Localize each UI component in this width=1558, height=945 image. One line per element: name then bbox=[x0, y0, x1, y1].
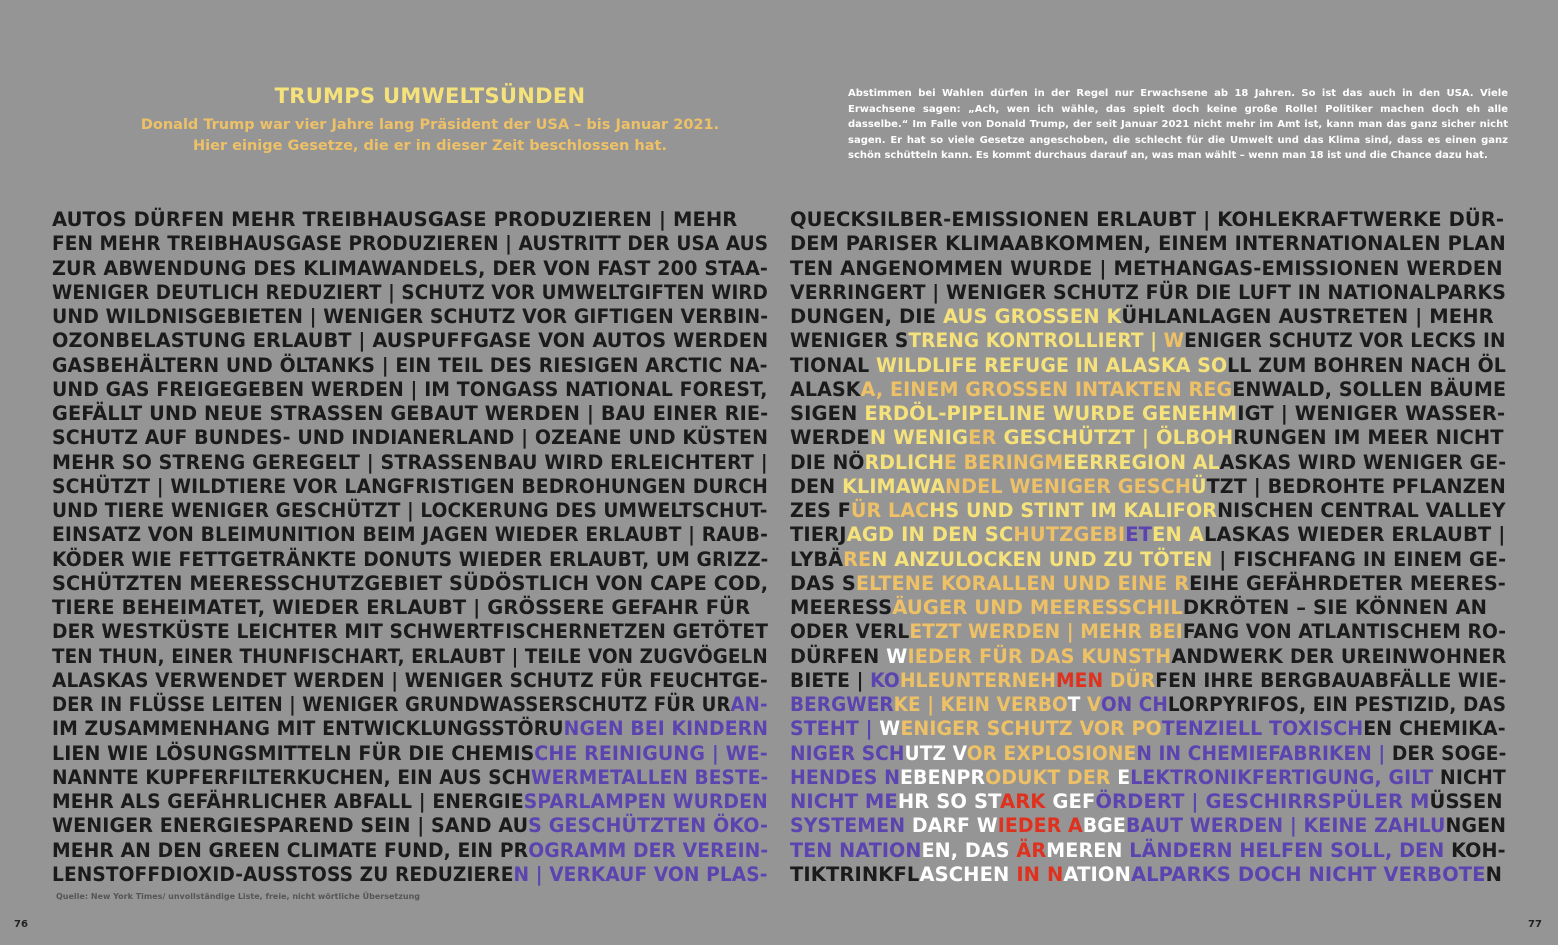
text-segment: T bbox=[1067, 693, 1081, 716]
text-line bbox=[790, 474, 1506, 499]
text-segment: GEF bbox=[1045, 790, 1096, 813]
text-segment: BAUT WERDEN | KEINE ZAHLU bbox=[1125, 814, 1446, 838]
text-segment: BERGWER bbox=[790, 693, 894, 716]
text-segment: FANG VON ATLANTISCHEM RO- bbox=[1182, 620, 1507, 644]
text-line bbox=[790, 426, 1506, 450]
text-segment: DIE NÖ bbox=[790, 450, 865, 474]
text-line bbox=[790, 305, 1506, 329]
text-line bbox=[52, 450, 768, 475]
text-segment: OR EXPLOSIONE bbox=[966, 741, 1137, 765]
text-segment: NISCHEN CENTRAL VALLEY bbox=[1217, 499, 1506, 522]
text-segment: ASKAS WIRD WENIGER GE- bbox=[1219, 450, 1507, 474]
text-segment: LENSTOFFDIOXID-AUSSTOSS ZU REDUZIERE bbox=[52, 862, 514, 886]
subline-line-1: Donald Trump war vier Jahre lang Präsident der USA – bis Januar 2021. bbox=[140, 117, 720, 133]
text-segment: NICHT bbox=[1433, 765, 1506, 789]
text-segment: EINSATZ VON BLEIMUNITION BEIM JAGEN WIEDER ERLAUBT | RAUB- bbox=[52, 523, 768, 547]
text-segment: SCHÜTZT | WILDTIERE VOR LANGFRISTIGEN BEDROHUNGEN DURCH bbox=[52, 474, 768, 498]
text-segment: IEDER FÜR DAS KUNSTH bbox=[907, 644, 1172, 668]
text-segment: ÄR bbox=[1016, 838, 1047, 862]
text-segment: TEN ANGENOMMEN WURDE | METHANGAS-EMISSIONEN WERDEN bbox=[790, 256, 1503, 280]
text-segment: HLEUNTERNEH bbox=[899, 668, 1056, 692]
text-segment: IGT | WENIGER WASSER- bbox=[1237, 402, 1506, 425]
text-segment: E bbox=[1117, 765, 1131, 789]
text-segment: KLIMAWA bbox=[842, 474, 946, 498]
text-segment: ON CH bbox=[1100, 693, 1168, 716]
left-text-column bbox=[52, 208, 768, 887]
text-segment: UND GAS FREIGEGEBEN WERDEN | IM TONGASS NATIONAL FOREST, bbox=[52, 377, 768, 401]
text-segment: BGE bbox=[1082, 814, 1126, 838]
text-segment: SYSTEMEN bbox=[790, 814, 912, 838]
text-segment: W bbox=[879, 717, 901, 741]
text-segment: GASBEHÄLTERN UND ÖLTANKS | EIN TEIL DES RIESIGEN ARCTIC NA- bbox=[52, 353, 768, 377]
text-segment: TEN NATION bbox=[790, 838, 922, 862]
text-line bbox=[790, 765, 1506, 790]
text-line bbox=[790, 571, 1506, 596]
text-line bbox=[52, 474, 768, 499]
text-line bbox=[790, 717, 1506, 741]
text-line bbox=[790, 377, 1507, 402]
text-segment: E BERINGM bbox=[944, 450, 1064, 474]
text-segment: DUNGEN, DIE bbox=[790, 305, 943, 328]
text-segment: ET bbox=[1125, 523, 1153, 547]
text-line bbox=[52, 426, 769, 450]
text-segment: EBENPR bbox=[900, 765, 986, 789]
text-segment: A, EINEM GROSSEN INTAKTEN REG bbox=[860, 377, 1233, 401]
text-segment: WENIGER S bbox=[790, 329, 909, 353]
text-segment: NIGER SCH bbox=[790, 741, 905, 765]
text-line bbox=[52, 644, 768, 669]
source-note: Quelle: New York Times/ unvollständige Liste, freie, nicht wörtliche Übersetzung bbox=[56, 892, 420, 901]
intro-paragraph: Abstimmen bei Wahlen dürfen in der Regel nur Erwachsene ab 18 Jahren. So ist das auch in den USA. Viele Erwachsene sagen: „Ach, wen ich wähle, das spielt doch keine große Rolle! Politiker machen doch eh alle dasselbe.“ Im Falle von Donald Trump, der seit Januar 2021 nicht mehr im Amt ist, kann man das ganz sicher nicht sagen. Er hat so viele Gesetze angeschoben, die schlecht für die Umwelt und das Klima sind, dass es einen ganz schön schütteln kann. Es kommt durchaus darauf an, was man wählt – wenn man 18 ist und die Chance dazu hat. bbox=[848, 88, 1508, 161]
text-line bbox=[52, 571, 769, 596]
text-line bbox=[790, 814, 1507, 838]
text-segment: AGD IN DEN SC bbox=[846, 523, 1014, 547]
text-segment: ODER VERL bbox=[790, 620, 910, 644]
text-line bbox=[790, 450, 1507, 475]
text-segment: DER IN FLÜSSE LEITEN | WENIGER GRUNDWASSERSCHUTZ FÜR UR bbox=[52, 693, 731, 716]
text-segment: HENDES N bbox=[790, 765, 901, 789]
text-segment: WILDLIFE REFUGE IN ALASKA SO bbox=[875, 353, 1228, 377]
text-line bbox=[52, 741, 768, 766]
text-line bbox=[790, 596, 1506, 620]
text-segment: WENIGER DEUTLICH REDUZIERT | SCHUTZ VOR UMWELTGIFTEN WIRD bbox=[52, 280, 768, 304]
text-segment: GESCHÜTZT | ÖLBOH bbox=[1003, 426, 1234, 450]
text-segment: ÜHLANLAGEN AUSTRETEN | MEHR bbox=[1121, 305, 1494, 328]
text-segment: N bbox=[1485, 862, 1503, 886]
right-text-column bbox=[790, 208, 1506, 887]
text-segment: MEHR ALS GEFÄHRLICHER ABFALL | ENERGIE bbox=[52, 790, 524, 813]
text-segment: KÖDER WIE FETTGETRÄNKTE DONUTS WIEDER ERLAUBT, UM GRIZZ- bbox=[52, 547, 769, 571]
text-segment: LEKTRONIKFERTIGUNG, GILT bbox=[1130, 765, 1434, 789]
text-segment: W bbox=[1163, 329, 1185, 353]
text-segment: SPARLAMPEN WURDEN bbox=[523, 790, 768, 813]
page-number-right: 77 bbox=[1528, 919, 1542, 930]
text-line bbox=[790, 402, 1506, 426]
text-segment: DARF W bbox=[911, 814, 998, 838]
subline bbox=[100, 115, 760, 157]
text-line bbox=[52, 790, 768, 814]
text-segment: MEERESS bbox=[790, 596, 893, 619]
text-line bbox=[790, 329, 1506, 353]
text-segment: NGEN bbox=[1445, 814, 1507, 838]
text-segment: N IN CHEMIEFABRIKEN | bbox=[1136, 741, 1392, 765]
text-line bbox=[52, 814, 768, 838]
text-segment: ZUR ABWENDUNG DES KLIMAWANDELS, DER VON FAST 200 STAA- bbox=[52, 256, 768, 280]
text-segment: MEHR SO STRENG GEREGELT | STRASSENBAU WIRD ERLEICHTERT | bbox=[52, 450, 768, 474]
text-line bbox=[52, 208, 768, 232]
subline-line-2: Hier einige Gesetze, die er in dieser Zeit beschlossen hat. bbox=[193, 138, 667, 154]
text-segment: SCHÜTZTEN MEERESSCHUTZGEBIET SÜDÖSTLICH VON CAPE COD, bbox=[52, 571, 769, 595]
text-line bbox=[790, 208, 1506, 232]
text-line bbox=[790, 741, 1507, 766]
text-segment: TIERJ bbox=[790, 523, 847, 547]
text-segment: MEHR AN DEN GREEN CLIMATE FUND, EIN PR bbox=[52, 838, 529, 862]
text-line bbox=[52, 668, 768, 693]
text-segment: DEN bbox=[790, 474, 843, 498]
text-line bbox=[52, 620, 769, 644]
text-line bbox=[52, 402, 769, 426]
text-segment: KOH- bbox=[1444, 838, 1506, 862]
text-line bbox=[790, 523, 1506, 547]
text-segment: NDEL WENIGER GESCH bbox=[945, 474, 1191, 498]
text-segment: MEN bbox=[1055, 668, 1104, 692]
text-segment: RE bbox=[843, 547, 872, 571]
text-segment: DER SOGE- bbox=[1391, 741, 1507, 765]
text-segment: ALASKAS VERWENDET WERDEN | WENIGER SCHUTZ FÜR FEUCHTGE- bbox=[52, 668, 768, 692]
text-line bbox=[790, 838, 1506, 863]
text-segment: ENIGER SCHUTZ VOR PO bbox=[900, 717, 1162, 741]
text-segment: AN- bbox=[730, 693, 768, 716]
text-segment: RDLICH bbox=[864, 450, 945, 474]
text-segment: KE | KEIN VERBO bbox=[893, 693, 1068, 716]
text-segment: ÜSSEN bbox=[1429, 790, 1503, 813]
text-segment: DÜR bbox=[1103, 668, 1156, 692]
text-segment: ÜR LAC bbox=[850, 499, 930, 522]
text-segment: OZONBELASTUNG ERLAUBT | AUSPUFFGASE VON AUTOS WERDEN bbox=[52, 329, 769, 353]
text-line bbox=[52, 499, 768, 523]
text-segment: ÄUGER UND MEERESSCHIL bbox=[892, 596, 1183, 619]
text-line bbox=[790, 863, 1506, 887]
text-segment: ALASK bbox=[790, 377, 861, 401]
text-line bbox=[52, 547, 769, 572]
text-segment: LORPYRIFOS, EIN PESTIZID, DAS bbox=[1167, 693, 1507, 716]
text-line bbox=[52, 693, 768, 717]
text-line bbox=[790, 232, 1506, 256]
text-segment: ALPARKS DOCH NICHT VERBOTE bbox=[1130, 862, 1486, 886]
text-line bbox=[790, 280, 1506, 305]
text-segment: TRENG KONTROLLIERT | bbox=[908, 329, 1164, 353]
text-line bbox=[52, 353, 768, 378]
text-segment: TEN THUN, EINER THUNFISCHART, ERLAUBT | TEILE VON ZUGVÖGELN bbox=[52, 644, 768, 668]
text-segment: EIHE GEFÄHRDETER MEERES- bbox=[1189, 571, 1506, 595]
text-segment: NGEN BEI KINDERN bbox=[563, 717, 769, 741]
text-line bbox=[52, 523, 768, 547]
text-line bbox=[790, 693, 1507, 717]
text-segment: DEM PARISER KLIMAABKOMMEN, EINEM INTERNATIONALEN PLAN bbox=[790, 232, 1506, 256]
text-segment: GEFÄLLT UND NEUE STRASSEN GEBAUT WERDEN | BAU EINER RIE- bbox=[52, 402, 769, 425]
text-segment: ÖRDERT | GESCHIRRSPÜLER M bbox=[1095, 790, 1430, 813]
text-segment: OGRAMM DER VEREIN- bbox=[528, 838, 769, 862]
text-segment: LL ZUM BOHREN NACH ÖL bbox=[1227, 353, 1506, 377]
text-segment: Ü bbox=[1190, 474, 1207, 498]
text-segment: FEN IHRE BERGBAUABFÄLLE WIE- bbox=[1155, 668, 1507, 692]
text-segment: ENWALD, SOLLEN BÄUME bbox=[1232, 377, 1507, 401]
text-segment: BIETE | bbox=[790, 668, 871, 692]
text-segment: ASCHEN bbox=[919, 862, 1017, 886]
text-segment: STEHT | bbox=[790, 717, 880, 741]
text-segment: ER bbox=[968, 426, 1004, 450]
text-segment: EN CHEMIKA- bbox=[1363, 717, 1506, 741]
text-line bbox=[52, 838, 769, 863]
text-segment: DAS S bbox=[790, 571, 856, 595]
text-segment: WERMETALLEN BESTE- bbox=[531, 765, 769, 789]
text-segment: IEDER A bbox=[997, 814, 1083, 838]
text-segment: UTZ V bbox=[904, 741, 967, 765]
text-segment: ELTENE KORALLEN UND EINE R bbox=[855, 571, 1190, 595]
text-line bbox=[52, 765, 769, 790]
text-segment: UND TIERE WENIGER GESCHÜTZT | LOCKERUNG DES UMWELTSCHUT- bbox=[52, 499, 768, 522]
text-segment: WENIGER ENERGIESPAREND SEIN | SAND AU bbox=[52, 814, 529, 838]
text-line bbox=[790, 257, 1506, 281]
text-segment: LÄNDERN HELFEN SOLL, DEN bbox=[1129, 838, 1445, 862]
text-segment: ATION bbox=[1063, 862, 1131, 886]
text-line bbox=[790, 547, 1507, 572]
text-segment: LASKAS WIEDER ERLAUBT | bbox=[1203, 523, 1506, 547]
text-segment: HS UND STINT IM KALIFOR bbox=[929, 499, 1218, 522]
headline: TRUMPS UMWELTSÜNDEN bbox=[274, 84, 586, 108]
text-segment: AUTOS DÜRFEN MEHR TREIBHAUSGASE PRODUZIEREN | MEHR bbox=[52, 208, 738, 231]
text-segment: HR SO ST bbox=[897, 790, 1000, 813]
text-segment: DKRÖTEN – SIE KÖNNEN AN bbox=[1182, 596, 1488, 619]
text-segment: W bbox=[886, 644, 908, 668]
text-segment: ANDWERK DER UREINWOHNER bbox=[1171, 644, 1507, 668]
text-line bbox=[52, 256, 768, 281]
text-segment: S GESCHÜTZTEN ÖKO- bbox=[528, 814, 768, 838]
text-segment: TIKTRINKFL bbox=[790, 862, 920, 886]
text-segment: ETZT WERDEN | MEHR BEI bbox=[909, 620, 1183, 644]
text-segment: N ANZULOCKEN UND ZU TÖTEN bbox=[871, 547, 1213, 571]
text-segment: EERREGION AL bbox=[1063, 450, 1220, 474]
text-segment: ARK bbox=[1000, 790, 1046, 813]
text-segment: IM ZUSAMMENHANG MIT ENTWICKLUNGSSTÖRU bbox=[52, 717, 564, 741]
text-line bbox=[52, 280, 768, 305]
text-segment: SCHUTZ AUF BUNDES- UND INDIANERLAND | OZEANE UND KÜSTEN bbox=[52, 426, 769, 450]
text-segment: N | VERKAUF VON PLAS- bbox=[513, 862, 768, 886]
text-segment: EN, DAS bbox=[921, 838, 1017, 862]
text-segment: TIONAL bbox=[790, 353, 876, 377]
text-segment: LIEN WIE LÖSUNGSMITTELN FÜR DIE CHEMIS bbox=[52, 741, 535, 765]
text-segment: CHE REINIGUNG | WE- bbox=[534, 741, 768, 765]
text-segment: NICHT ME bbox=[790, 790, 898, 813]
text-segment: ODUKT DER bbox=[985, 765, 1118, 789]
text-segment: HUTZGEBI bbox=[1013, 523, 1126, 547]
text-line bbox=[790, 620, 1507, 644]
text-segment: DER WESTKÜSTE LEICHTER MIT SCHWERTFISCHERNETZEN GETÖTET bbox=[52, 620, 769, 644]
text-segment: TIERE BEHEIMATET, WIEDER ERLAUBT | GRÖSSERE GEFAHR FÜR bbox=[52, 596, 751, 619]
text-segment: LYBÄ bbox=[790, 547, 844, 571]
text-segment: ZES F bbox=[790, 499, 851, 522]
page-number-left: 76 bbox=[14, 919, 28, 930]
text-line bbox=[52, 329, 769, 353]
text-segment: FEN MEHR TREIBHAUSGASE PRODUZIEREN | AUSTRITT DER USA AUS bbox=[52, 232, 769, 256]
text-segment: RUNGEN IM MEER NICHT bbox=[1233, 426, 1504, 450]
text-segment: WERDE bbox=[790, 426, 870, 450]
text-line bbox=[790, 668, 1507, 693]
text-segment: QUECKSILBER-EMISSIONEN ERLAUBT | KOHLEKRAFTWERKE DÜR- bbox=[790, 208, 1505, 231]
text-segment: IN N bbox=[1016, 862, 1064, 886]
text-line bbox=[790, 499, 1506, 523]
text-segment: ENIGER SCHUTZ VOR LECKS IN bbox=[1184, 329, 1506, 353]
text-segment: AUS GROSSEN K bbox=[942, 305, 1122, 328]
text-segment: ERDÖL-PIPELINE WURDE GENEHM bbox=[864, 402, 1238, 425]
text-line bbox=[52, 862, 768, 887]
text-segment: N WENIG bbox=[869, 426, 969, 450]
text-line bbox=[790, 790, 1506, 814]
text-line bbox=[52, 377, 768, 402]
text-segment: TENZIELL TOXISCH bbox=[1161, 717, 1364, 741]
text-line bbox=[52, 232, 769, 256]
text-line bbox=[52, 596, 768, 620]
text-line bbox=[790, 353, 1506, 378]
text-segment: TZT | BEDROHTE PFLANZEN bbox=[1206, 474, 1506, 498]
text-segment: VERRINGERT | WENIGER SCHUTZ FÜR DIE LUFT IN NATIONALPARKS bbox=[790, 280, 1506, 304]
text-segment: KO bbox=[870, 668, 900, 692]
text-line bbox=[52, 305, 769, 329]
text-line bbox=[790, 644, 1507, 669]
text-segment: V bbox=[1080, 693, 1101, 716]
text-segment: UND WILDNISGEBIETEN | WENIGER SCHUTZ VOR GIFTIGEN VERBIN- bbox=[52, 305, 769, 328]
text-segment: NANNTE KUPFERFILTERKUCHEN, EIN AUS SCH bbox=[52, 765, 532, 789]
text-line bbox=[52, 717, 769, 741]
text-segment: MEREN bbox=[1046, 838, 1130, 862]
text-segment: EN A bbox=[1152, 523, 1204, 547]
text-segment: SIGEN bbox=[790, 402, 865, 425]
text-segment: | FISCHFANG IN EINEM GE- bbox=[1212, 547, 1507, 571]
text-segment: DÜRFEN bbox=[790, 644, 887, 668]
